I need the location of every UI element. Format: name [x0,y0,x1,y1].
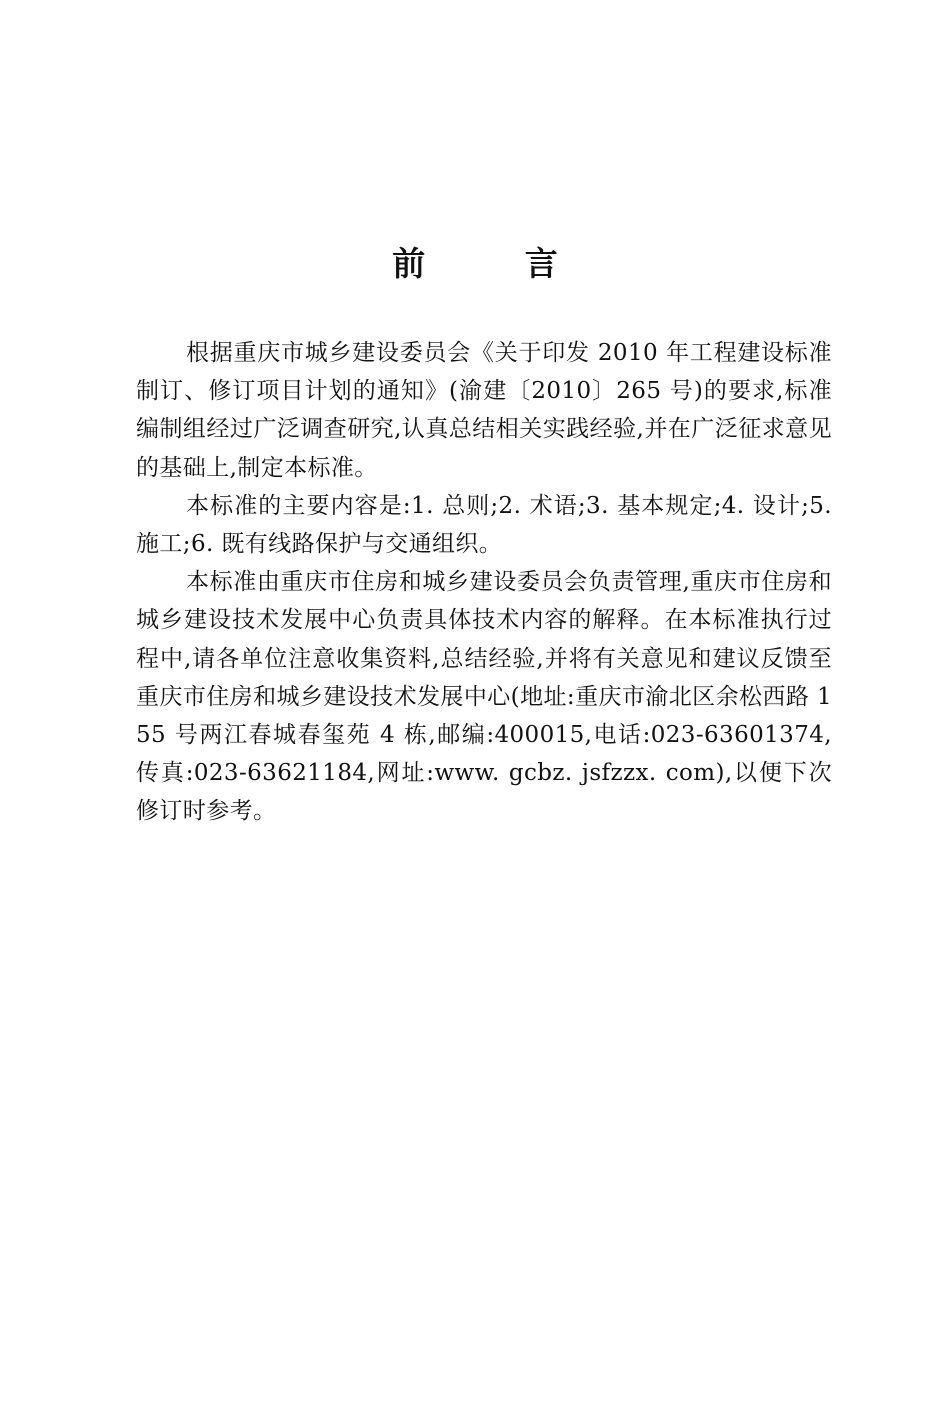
page-title: 前 言 [392,244,602,283]
paragraph-contents: 本标准的主要内容是:1. 总则;2. 术语;3. 基本规定;4. 设计;5. 施工;6. 既有线路保护与交通组织。 [136,492,832,558]
preface-body [136,334,832,831]
paragraph-basis: 根据重庆市城乡建设委员会《关于印发 2010 年工程建设标准制订、修订项目计划的通知》(渝建〔2010〕265 号)的要求,标准编制组经过广泛调查研究,认真总结相关实践经验,并在广泛征求意见的基础上,制定本标准。 [136,340,832,481]
paragraph-management: 本标准由重庆市住房和城乡建设委员会负责管理,重庆市住房和城乡建设技术发展中心负责具体技术内容的解释。在本标准执行过程中,请各单位注意收集资料,总结经验,并将有关意见和建议反馈至重庆市住房和城乡建设技术发展中心(地址:重庆市渝北区余松西路 155 号两江春城春玺苑 4 栋,邮编:400015,电话:023-63601374,传真:023-63621184,网址:www. gcbz. jsfzzx. com),以便下次修订时参考。 [136,569,832,825]
